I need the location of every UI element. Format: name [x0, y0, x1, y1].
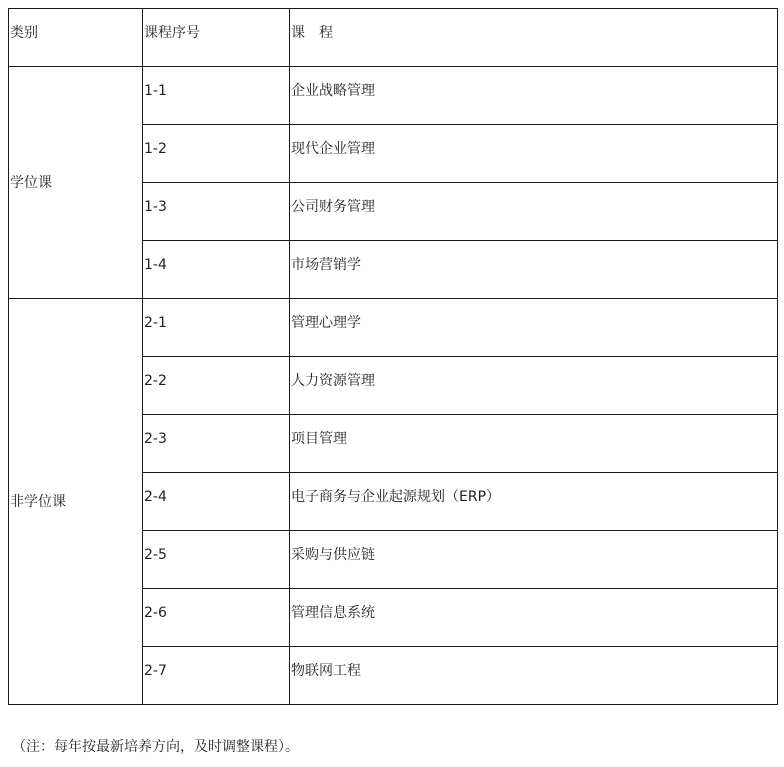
course-name: 电子商务与企业起源规划（ERP）	[290, 473, 778, 531]
category-cell-degree: 学位课	[9, 67, 143, 299]
course-name: 采购与供应链	[290, 531, 778, 589]
course-number: 2-1	[143, 299, 290, 357]
header-row	[9, 9, 778, 67]
footnote: （注：每年按最新培养方向，及时调整课程）。	[12, 739, 299, 755]
course-number: 1-4	[143, 241, 290, 299]
course-number: 1-2	[143, 125, 290, 183]
course-number: 2-6	[143, 589, 290, 647]
course-name: 管理心理学	[290, 299, 778, 357]
course-number: 2-3	[143, 415, 290, 473]
category-cell-non-degree: 非学位课	[9, 299, 143, 705]
course-number: 2-2	[143, 357, 290, 415]
course-number: 2-4	[143, 473, 290, 531]
header-number: 课程序号	[143, 9, 290, 67]
course-name: 项目管理	[290, 415, 778, 473]
course-name: 管理信息系统	[290, 589, 778, 647]
course-number: 1-3	[143, 183, 290, 241]
course-name: 物联网工程	[290, 647, 778, 705]
header-category: 类别	[9, 9, 143, 67]
course-number: 2-5	[143, 531, 290, 589]
course-number: 2-7	[143, 647, 290, 705]
table-row	[9, 67, 778, 125]
header-course: 课 程	[290, 9, 778, 67]
course-name: 公司财务管理	[290, 183, 778, 241]
course-name: 现代企业管理	[290, 125, 778, 183]
course-table	[8, 8, 778, 705]
course-name: 人力资源管理	[290, 357, 778, 415]
course-name: 市场营销学	[290, 241, 778, 299]
table-row	[9, 299, 778, 357]
course-name: 企业战略管理	[290, 67, 778, 125]
course-number: 1-1	[143, 67, 290, 125]
